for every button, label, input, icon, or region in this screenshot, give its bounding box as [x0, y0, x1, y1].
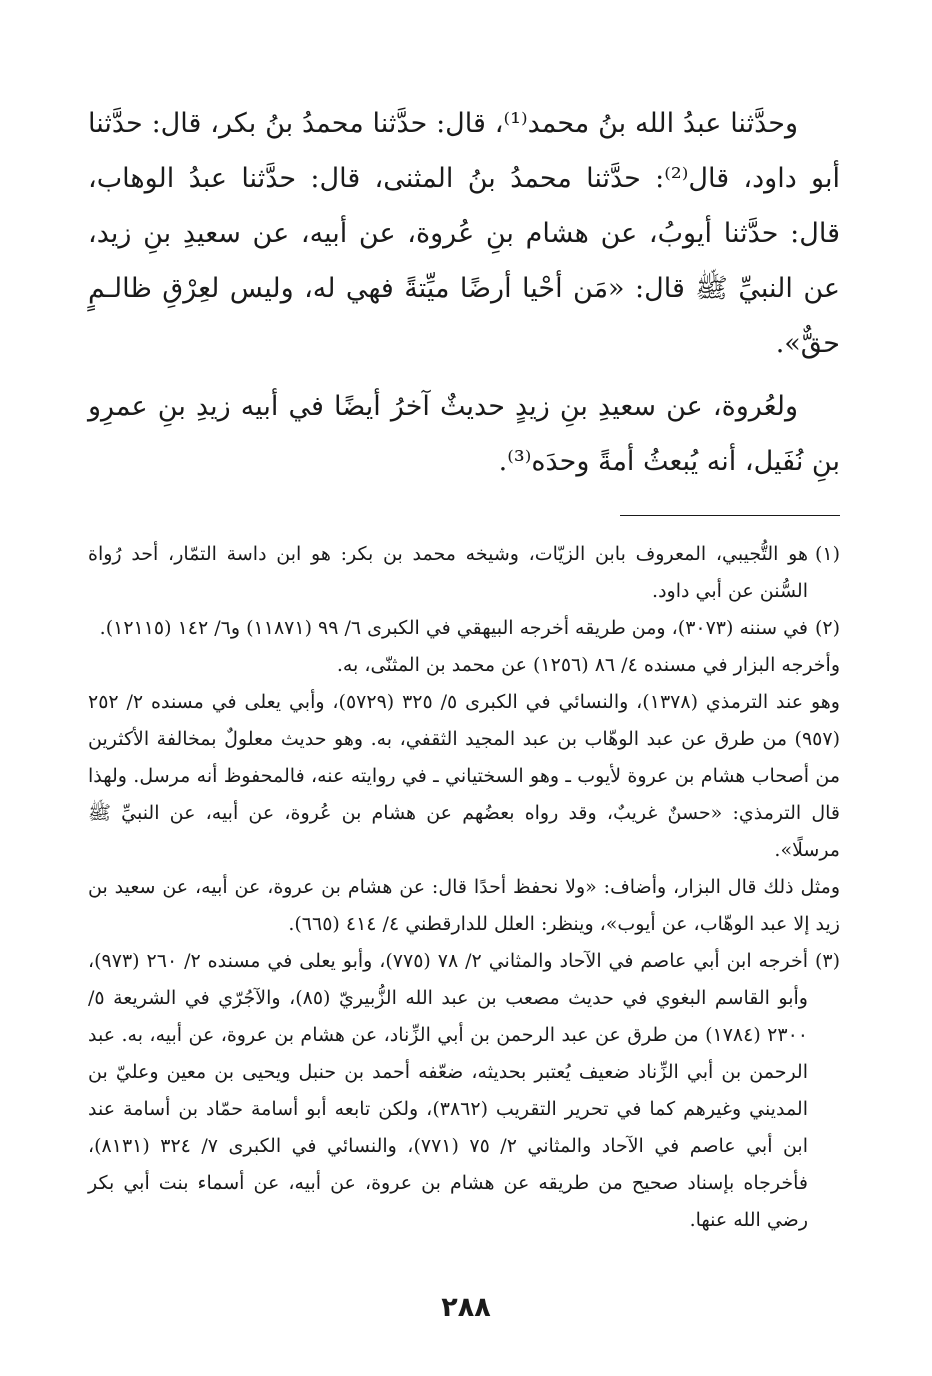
footnote-2-continuation-2: وهو عند الترمذي (١٣٧٨)، والنسائي في الكبرى ٥/ ٣٢٥ (٥٧٢٩)، وأبي يعلى في مسنده ٢/ ٢٥٢ (٩٥٧) من طرق عن عبد الوهّاب بن عبد المجيد الثقفي، به. وهو حديث معلولٌ بمخالفة الأكثرين من أصحاب هشام بن عروة لأيوب ـ وهو السختياني ـ في روايته عنه، فالمحفوظ أنه مرسل. ولهذا قال الترمذي: «حسنٌ غريبٌ، وقد رواه بعضُهم عن هشام بن عُروة، عن أبيه، عن النبيِّ ﷺ مرسلًا».: [88, 691, 840, 861]
page: [88, 96, 840, 1239]
footnote-3-number: (٣): [814, 950, 840, 972]
page-number: ٢٨٨: [441, 1292, 491, 1323]
footnote-divider: [620, 515, 840, 516]
main-paragraph-1: وحدَّثنا عبدُ الله بنُ محمد⁽¹⁾، قال: حدَّثنا محمدُ بنُ بكر، قال: حدَّثنا أبو داود، قال⁽²⁾: حدَّثنا محمدُ بنُ المثنى، قال: حدَّثنا عبدُ الوهاب، قال: حدَّثنا أيوبُ، عن هشام بنِ عُروة، عن أبيه، عن سعيدِ بنِ زيد، عن النبيِّ ﷺ قال: «مَن أحْيا أرضًا ميِّتةً فهي له، وليس لعِرْقِ ظالـمٍ حقٌّ».: [88, 108, 840, 359]
footnote-2-continuation-3: ومثل ذلك قال البزار، وأضاف: «ولا نحفظ أحدًا قال: عن هشام بن عروة، عن أبيه، عن سعيد بن زيد إلا عبد الوهّاب، عن أيوب»، وينظر: العلل للدارقطني ٤/ ٤١٤ (٦٦٥).: [88, 876, 840, 935]
main-text: [88, 96, 840, 489]
footnote-1-text: هو التُّجيبي، المعروف بابن الزيّات، وشيخه محمد بن بكر: هو ابن داسة التمّار، أحد رُواة السُّنن عن أبي داود.: [88, 543, 808, 602]
footnote-3: [88, 943, 840, 1239]
main-paragraph-2: ولعُروة، عن سعيدِ بنِ زيدٍ حديثٌ آخرُ أيضًا في أبيه زيدِ بنِ عمرِو بنِ نُفَيل، أنه يُبعثُ أمةً وحدَه⁽³⁾.: [88, 391, 840, 477]
footnotes: [88, 536, 840, 1239]
footnote-2-number: (٢): [814, 617, 840, 639]
footnote-1: [88, 536, 840, 610]
footnote-2-continuation-1: وأخرجه البزار في مسنده ٤/ ٨٦ (١٢٥٦) عن محمد بن المثنّى، به.: [336, 654, 840, 676]
footnote-2: [88, 610, 840, 647]
footnote-1-number: (١): [814, 543, 840, 565]
footnote-3-text: أخرجه ابن أبي عاصم في الآحاد والمثاني ٢/ ٧٨ (٧٧٥)، وأبو يعلى في مسنده ٢/ ٢٦٠ (٩٧٣)، وأبو القاسم البغوي في حديث مصعب بن عبد الله الزُّبيريّ (٨٥)، والآجُرّي في الشريعة ٥/ ٢٣٠٠ (١٧٨٤) من طرق عن عبد الرحمن بن أبي الزِّناد، عن هشام بن عروة، عن أبيه، به. عبد الرحمن بن أبي الزِّناد ضعيف يُعتبر بحديثه، ضعّفه أحمد بن حنبل ويحيى بن معين وعليّ بن المديني وغيرهم كما في تحرير التقريب (٣٨٦٢)، ولكن تابعه أبو أسامة حمّاد بن أسامة عند ابن أبي عاصم في الآحاد والمثاني ٢/ ٧٥ (٧٧١)، والنسائي في الكبرى ٧/ ٣٢٤ (٨١٣١)، فأخرجاه بإسناد صحيح من طريقه عن هشام بن عروة، عن أبيه، عن أسماء بنت أبي بكر رضي الله عنها.: [88, 950, 808, 1231]
footnote-divider-wrap: [88, 515, 840, 516]
footnote-2-text: في سننه (٣٠٧٣)، ومن طريقه أخرجه البيهقي في الكبرى ٦/ ٩٩ (١١٨٧١) و٦/ ١٤٢ (١٢١١٥).: [99, 617, 808, 639]
